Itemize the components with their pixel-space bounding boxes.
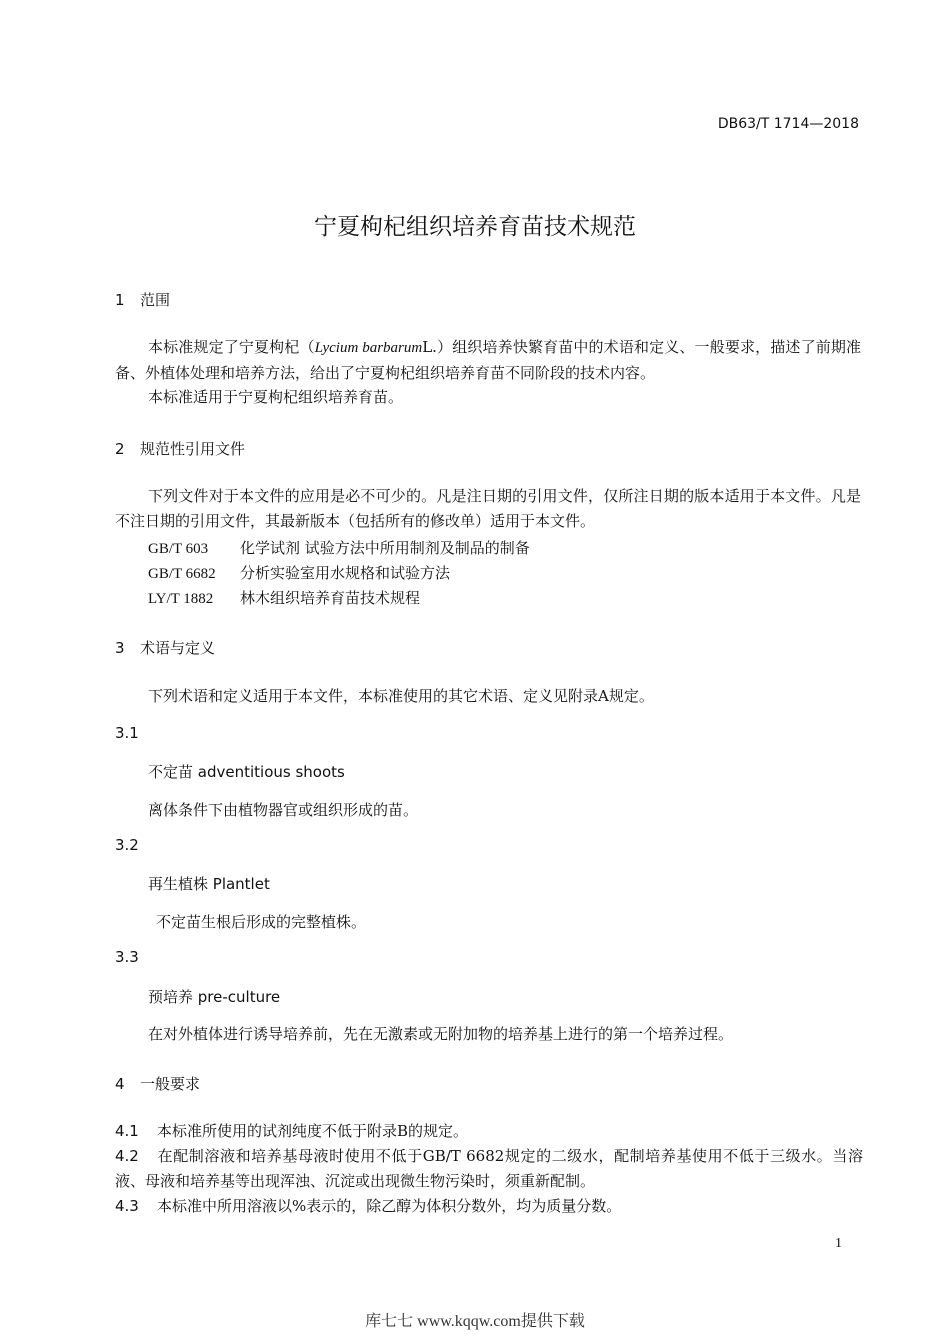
section-number: 1 [115,291,125,309]
clause-4-1 [115,1119,863,1144]
section-1-heading [115,289,170,310]
section-number: 4 [115,1075,125,1093]
clause-text: 本标准中所用溶液以%表示的，除乙醇为体积分数外，均为质量分数。 [157,1197,622,1215]
page-number: 1 [835,1236,842,1251]
term-definition: 在对外植体进行诱导培养前，先在无激素或无附加物的培养基上进行的第一个培养过程。 [148,1025,734,1043]
term-name: 再生植株 Plantlet [148,875,270,893]
scope-applicability: 本标准适用于宁夏枸杞组织培养育苗。 [148,388,404,406]
section-title: 一般要求 [140,1075,201,1093]
term-definition: 不定苗生根后形成的完整植株。 [156,913,367,931]
term-name: 不定苗 adventitious shoots [148,763,345,781]
section-2-heading [115,438,245,459]
reference-item [148,562,450,583]
clause-number: 4.3 [115,1197,139,1215]
clause-text: 在配制溶液和培养基母液时使用不低于GB/T 6682规定的二级水，配制培养基使用不低于三级水。当溶液、母液和培养基等出现浑浊、沉淀或出现微生物污染时，须重新配制。 [115,1147,863,1190]
ref-title: 化学试剂 试验方法中所用制剂及制品的制备 [240,539,530,557]
clause-4-3 [115,1194,863,1219]
term-number: 3.1 [115,724,139,742]
reference-item [148,587,420,608]
section-number: 3 [115,639,125,657]
document-title: 宁夏枸杞组织培养育苗技术规范 [314,214,636,240]
section-3-heading [115,637,215,658]
term-number: 3.3 [115,948,139,966]
normative-refs-intro: 下列文件对于本文件的应用是必不可少的。凡是注日期的引用文件，仅所注日期的版本适用于本文件。凡是不注日期的引用文件，其最新版本（包括所有的修改单）适用于本文件。 [115,487,861,530]
ref-title: 分析实验室用水规格和试验方法 [240,564,451,582]
term-definition: 离体条件下由植物器官或组织形成的苗。 [148,801,419,819]
term-number: 3.2 [115,836,139,854]
footer-watermark: 库七七 www.kqqw.com提供下载 [365,1313,585,1330]
section-number: 2 [115,440,125,458]
ref-code: LY/T 1882 [148,591,214,607]
clause-text: 本标准所使用的试剂纯度不低于附录B的规定。 [157,1122,469,1140]
term-name: 预培养 pre-culture [148,988,281,1006]
section-title: 术语与定义 [140,639,216,657]
section-4-heading [115,1073,200,1094]
latin-name: Lycium barbarum [314,340,423,356]
standard-number: DB63/T 1714—2018 [717,116,859,132]
clause-number: 4.2 [115,1147,139,1165]
ref-code: GB/T 603 [148,541,209,557]
section-title: 范围 [140,291,171,309]
ref-code: GB/T 6682 [148,566,216,582]
clause-4-2 [115,1144,863,1194]
ref-title: 林木组织培养育苗技术规程 [240,589,421,607]
scope-paragraph [115,335,861,386]
section-title: 规范性引用文件 [140,440,246,458]
text: L.）组织培养快繁育苗中的术语和定义、一般要求，描述了前期准备、外植体处理和培养方法，给出了宁夏枸杞组织培养育苗不同阶段的技术内容。 [115,338,861,382]
clause-number: 4.1 [115,1122,139,1140]
terms-intro: 下列术语和定义适用于本文件，本标准使用的其它术语、定义见附录A规定。 [148,687,654,705]
reference-item [148,537,530,558]
text: 本标准规定了宁夏枸杞（ [148,338,315,356]
